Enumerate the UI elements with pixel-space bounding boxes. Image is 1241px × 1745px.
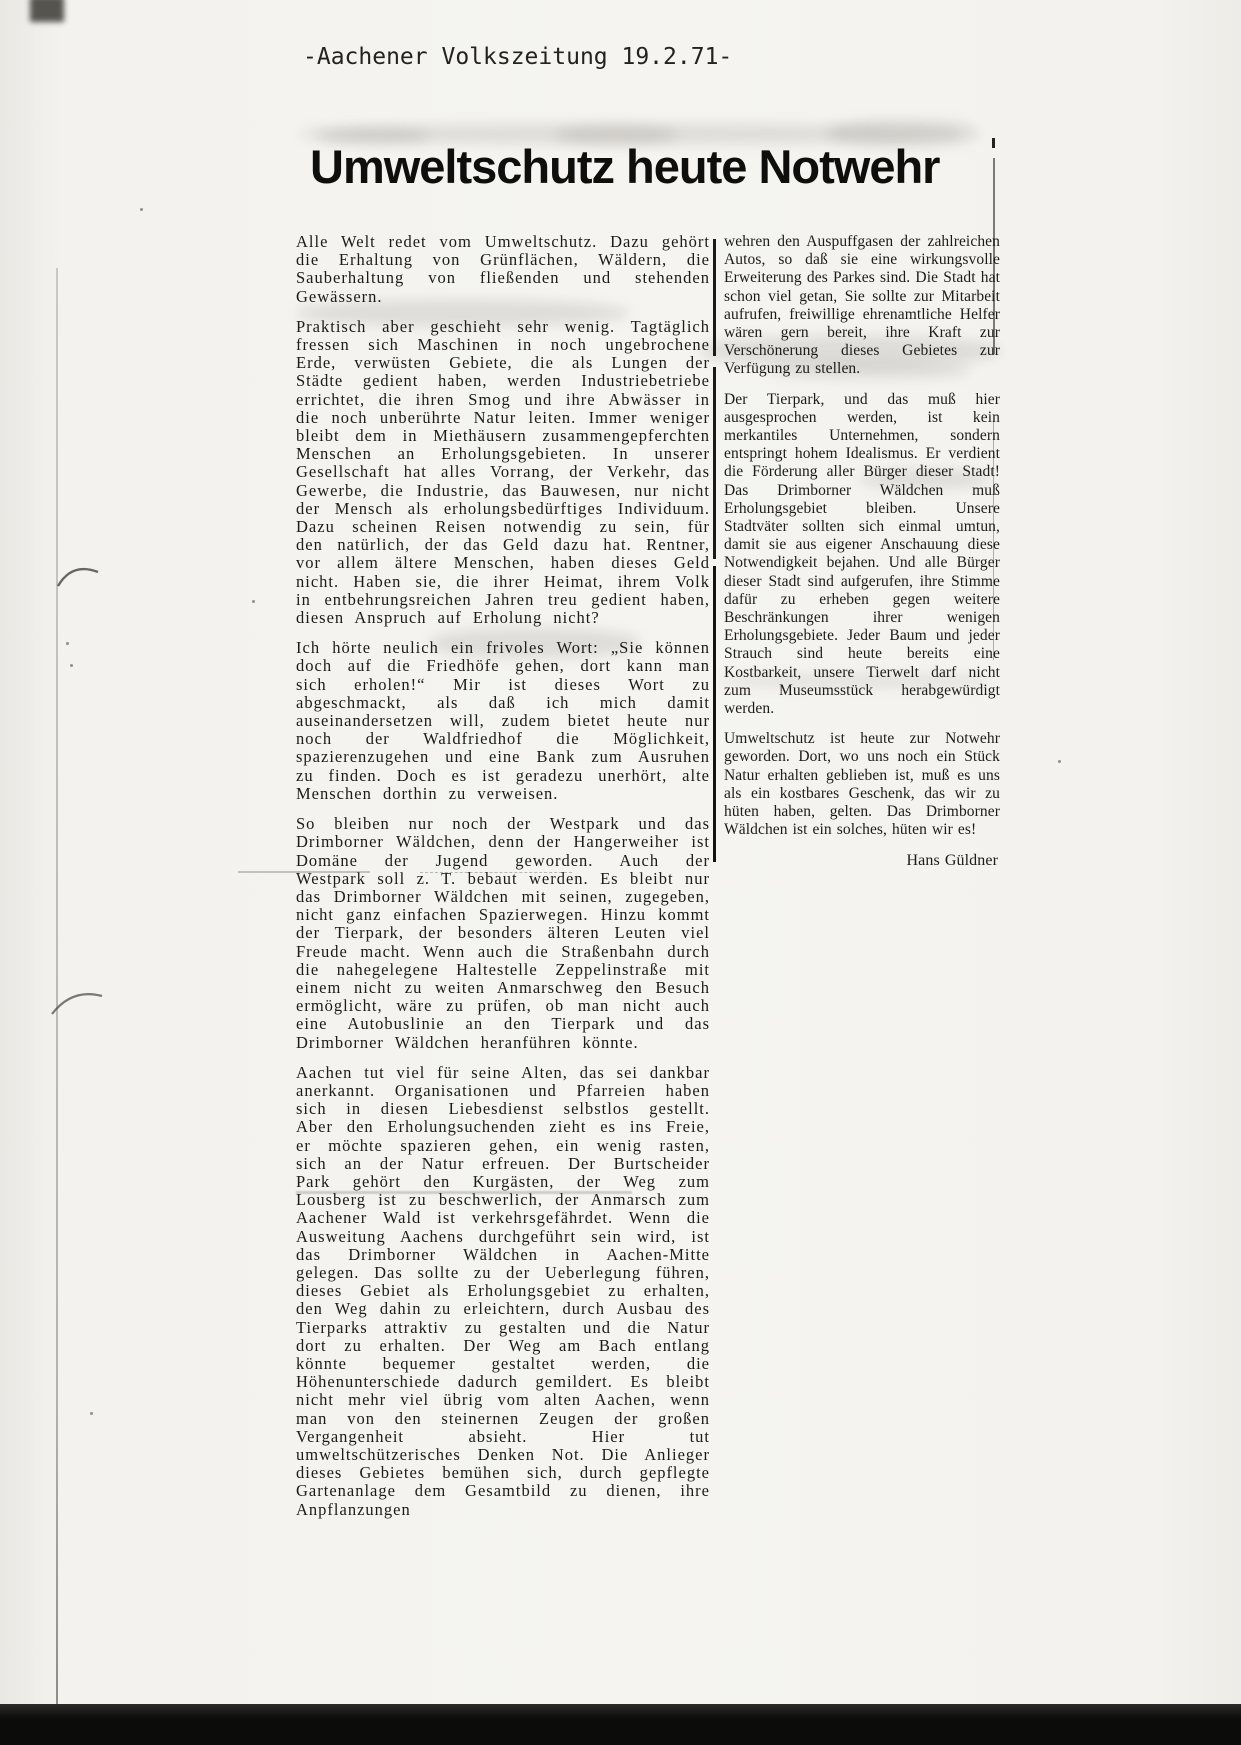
column-divider [713, 239, 716, 356]
article-author: Hans Güldner [906, 851, 998, 869]
article-column-right [724, 233, 1000, 870]
handwritten-arc-mark [56, 560, 100, 590]
scan-speckle [90, 1412, 93, 1415]
scan-corner-smudge [30, 0, 64, 22]
paragraph: Aachen tut viel für seine Alten, das sei dankbar anerkannt. Organisationen und Pfarreien haben sich in diesen Liebesdienst selbstlos gestellt. Aber den Erholungsuchenden zieht es ins Freie, er möchte spazieren gehen, ein wenig rasten, sich an der Natur erfreuen. Der Burtscheider Park gehört den Kurgästen, der Weg zum Lousberg ist zu beschwerlich, der Anmarsch zum Aachener Wald ist verkehrsgefährdet. Wenn die Ausweitung Aachens durchgeführt sein wird, ist das Drimborner Wäldchen in Aachen-Mitte gelegen. Das sollte zu der Ueberlegung führen, dieses Gebiet als Erholungsgebiet zu erhalten, den Weg dahin zu erleichtern, durch Ausbau des Tierparks attraktiv zu gestalten und die Natur dort zu erhalten. Der Weg am Bach entlang könnte bequemer gestaltet werden, die Höhenunterschiede dadurch gemildert. Es bleibt nicht mehr viel übrig vom alten Aachen, wenn man von den steinernen Zeugen der großen Vergangenheit absieht. Hier tut umweltschützerisches Denken Not. Die Anlieger dieses Gebietes bemühen sich, durch gepflegte Gartenanlage dem Gesamtbild zu dienen, ihre Anpflanzungen [296, 1062, 710, 1519]
paragraph: Der Tierpark, und das muß hier ausgesprochen werden, ist kein merkantiles Unternehmen, sondern entspringt hohem Idealismus. Er verdient die Förderung aller Bürger dieser Stadt! Das Drimborner Wäldchen muß Erholungsgebiet bleiben. Unsere Stadtväter sollten sich einmal umtun, damit sie aus eigener Anschauung diese Notwendigkeit bejahen. Und alle Bürger dieser Stadt sind aufgerufen, ihre Stimme dafür zu erheben gegen weitere Beschränkungen ihrer wenigen Erholungsgebiete. Jeder Baum und jeder Strauch sind heute bereits eine Kostbarkeit, unsere Tierwelt darf nicht zum Museumsstück herabgewürdigt werden. [724, 390, 1000, 718]
paragraph: Umweltschutz ist heute zur Notwehr geworden. Dort, wo uns noch ein Stück Natur erhalten geblieben ist, muß es uns als ein kostbares Geschenk, das wir zu hüten haben, gelten. Das Drimborner Wäldchen ist ein solches, hüten wir es! [724, 730, 1000, 839]
scan-speckle [252, 600, 255, 603]
paragraph: Alle Welt redet vom Umweltschutz. Dazu gehört die Erhaltung von Grünflächen, Wäldern, die Sauberhaltung von fließenden und stehenden Gewässern. [296, 232, 710, 306]
scan-speckle [66, 642, 69, 645]
paragraph: wehren den Auspuffgasen der zahlreichen Autos, so daß sie eine wirkungsvolle Erweiterung des Parkes sind. Die Stadt hat schon viel getan, Sie sollte zur Mitarbeit aufrufen, freiwillige ehrenamtliche Helfer wären gern bereit, ihre Kraft zur Verschönerung dieses Gebietes zur Verfügung zu stellen. [724, 233, 1000, 378]
paragraph: Ich hörte neulich ein frivoles Wort: „Sie können doch auf die Friedhöfe gehen, dort kann man sich erholen!“ Mir ist dieses Wort zu abgeschmackt, als daß ich mich damit auseinandersetzen will, zudem bietet heute nur noch der Waldfriedhof die Möglichkeit, spazierenzugehen und eine Bank zum Ausruhen zu finden. Doch es ist geradezu unerhört, alte Menschen dorthin zu verweisen. [296, 638, 710, 803]
scan-speckle [70, 664, 73, 667]
scan-speckle [1058, 760, 1061, 763]
paragraph: Praktisch aber geschieht sehr wenig. Tagtäglich fressen sich Maschinen in noch ungebrochene Erde, verwüsten Gebiete, die als Lungen der Städte gedient haben, werden Industriebetriebe errichtet, die ihren Smog und ihre Abwässer in die noch unberührte Natur leiten. Immer weniger bleibt dem in Miethäusern zusammengepferchten Menschen an Erholungsgebieten. In unserer Gesellschaft hat alles Vorrang, der Verkehr, das Gewerbe, die Industrie, das Bauwesen, nur nicht der Mensch als erholungsbedürftiges Individuum. Dazu scheinen Reisen notwendig zu sein, für den natürlich, der das Geld dazu hat. Rentner, vor allem ältere Menschen, haben dieses Geld nicht. Haben sie, die ihrer Heimat, ihrem Volk in entbehrungsreichen Jahren treu gedient haben, diesen Anspruch auf Erholung nicht? [296, 316, 710, 628]
scan-bottom-bar [0, 1704, 1241, 1745]
paragraph: So bleiben nur noch der Westpark und das Drimborner Wäldchen, denn der Hangerweiher ist Domäne der Jugend geworden. Auch der Westpark soll z. T. bebaut werden. Es bleibt nur das Drimborner Wäldchen mit seinen, zugegeben, nicht ganz einfachen Spazierwegen. Hinzu kommt der Tierpark, der besonders älteren Leuten viel Freude macht. Wenn auch die Straßenbahn durch die nahegelegene Haltestelle Zeppelinstraße mit einem nicht zu weiten Anmarschweg den Besuch ermöglicht, wäre zu prüfen, ob man nicht auch eine Autobuslinie an den Tierpark und das Drimborner Wäldchen heranführen könnte. [296, 814, 710, 1052]
column-divider [713, 566, 716, 862]
column-divider [713, 367, 716, 559]
article-column-left [296, 233, 710, 1531]
scan-speckle [140, 208, 143, 211]
article-headline: Umweltschutz heute Notwehr [310, 140, 940, 193]
clipping-right-edge-mark [992, 138, 995, 148]
source-caption: -Aachener Volkszeitung 19.2.71- [303, 44, 733, 70]
handwritten-arc-mark [50, 986, 104, 1018]
